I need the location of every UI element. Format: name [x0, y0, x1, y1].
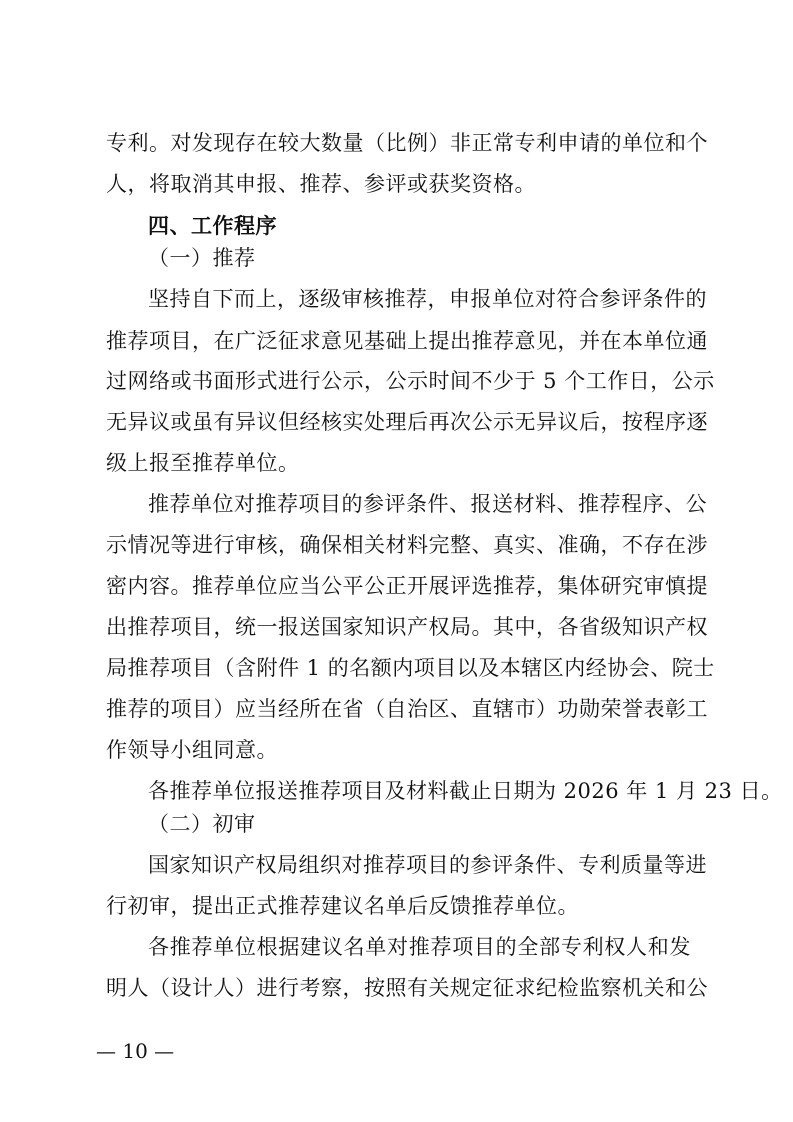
paragraph-line: 专利。对发现存在较大数量（比例）非正常专利申请的单位和个: [106, 131, 708, 155]
paragraph-line: 示情况等进行审核，确保相关材料完整、真实、准确，不存在涉: [106, 533, 708, 557]
page-number: — 10 —: [96, 1039, 175, 1063]
paragraph-line: 推荐项目，在广泛征求意见基础上提出推荐意见，并在本单位通: [106, 329, 708, 353]
subsection-heading: （二）初审: [148, 812, 256, 836]
paragraph-line: 人，将取消其申报、推荐、参评或获奖资格。: [106, 172, 536, 196]
paragraph-line: 作领导小组同意。: [106, 738, 278, 762]
paragraph-line: 各推荐单位根据建议名单对推荐项目的全部专利权人和发: [148, 935, 691, 959]
paragraph-line: 局推荐项目（含附件 1 的名额内项目以及本辖区内经协会、院士: [106, 656, 715, 680]
paragraph-line: 推荐的项目）应当经所在省（自治区、直辖市）功勋荣誉表彰工: [106, 697, 708, 721]
paragraph-line: 各推荐单位报送推荐项目及材料截止日期为 2026 年 1 月 23 日。: [148, 779, 783, 803]
paragraph-line: 无异议或虽有异议但经核实处理后再次公示无异议后，按程序逐: [106, 410, 708, 434]
paragraph-line: 过网络或书面形式进行公示，公示时间不少于 5 个工作日，公示: [106, 369, 715, 393]
paragraph-line: 出推荐项目，统一报送国家知识产权局。其中，各省级知识产权: [106, 615, 708, 639]
paragraph-line: 国家知识产权局组织对推荐项目的参评条件、专利质量等进: [148, 853, 707, 877]
paragraph-line: 坚持自下而上，逐级审核推荐，申报单位对符合参评条件的: [148, 287, 707, 311]
paragraph-line: 推荐单位对推荐项目的参评条件、报送材料、推荐程序、公: [148, 492, 707, 516]
paragraph-line: 行初审，提出正式推荐建议名单后反馈推荐单位。: [106, 894, 579, 918]
section-heading: 四、工作程序: [148, 214, 277, 238]
paragraph-line: 明人（设计人）进行考察，按照有关规定征求纪检监察机关和公: [106, 976, 708, 1000]
paragraph-line: 密内容。推荐单位应当公平公正开展评选推荐，集体研究审慎提: [106, 574, 708, 598]
subsection-heading: （一）推荐: [148, 246, 256, 270]
paragraph-line: 级上报至推荐单位。: [106, 451, 300, 475]
